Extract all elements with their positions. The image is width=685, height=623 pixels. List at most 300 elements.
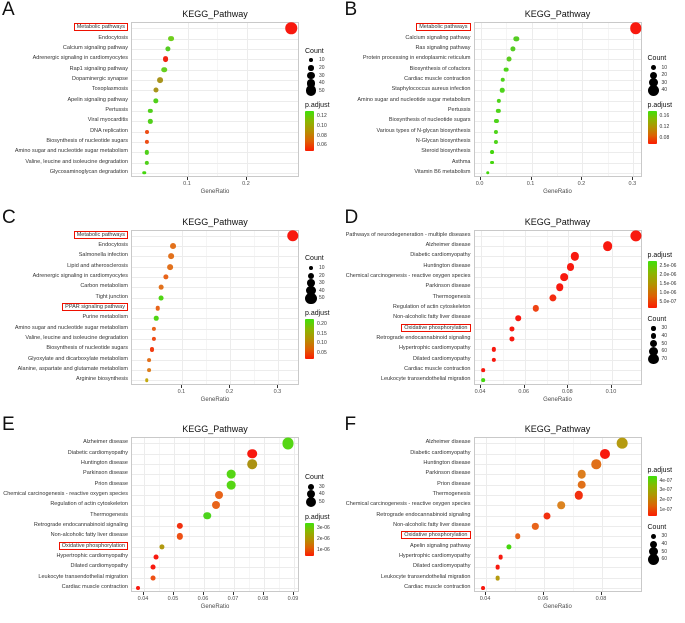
- gridline-horizontal: [132, 132, 298, 133]
- chart-title: KEGG_Pathway: [524, 9, 591, 19]
- gridline-horizontal: [475, 142, 641, 143]
- pathway-label: Non-alcoholic fatty liver disease: [393, 314, 471, 321]
- pathway-label: Valine, leucine and isoleucine degradation: [25, 158, 128, 165]
- chart-title: KEGG_Pathway: [182, 9, 248, 19]
- data-dot: [152, 337, 156, 341]
- data-dot: [152, 327, 156, 331]
- legend-count-value: 10: [661, 64, 668, 71]
- data-dot: [577, 470, 586, 479]
- pathway-label: [59, 542, 128, 550]
- pathway-label: Lipid and atherosclerosis: [67, 262, 128, 269]
- data-dot: [543, 512, 550, 519]
- x-tick-label: 0.3: [628, 181, 637, 187]
- legend-padjust-value: 0.10: [317, 123, 327, 130]
- panel-letter: F: [344, 414, 357, 436]
- x-tick-mark: [601, 592, 602, 595]
- data-dot: [145, 160, 149, 164]
- x-axis-label: GeneRatio: [543, 604, 572, 611]
- x-tick-label: 0.06: [197, 596, 209, 603]
- gridline-horizontal: [132, 39, 298, 40]
- gridline-horizontal: [475, 152, 641, 153]
- data-dot: [495, 575, 500, 580]
- data-dot: [603, 241, 613, 251]
- legend-dot-box: [305, 484, 317, 490]
- legend-gradient-row: [648, 111, 673, 144]
- data-dot: [247, 449, 257, 459]
- pathway-label: Hypertrophic cardiomyopathy: [56, 553, 128, 560]
- data-dot: [495, 565, 500, 570]
- pathway-label: Rap1 signaling pathway: [69, 65, 128, 72]
- data-dot: [170, 243, 176, 249]
- data-dot: [498, 555, 503, 560]
- pathway-label: Parkinson disease: [425, 283, 471, 290]
- panel-letter: D: [344, 206, 359, 228]
- legend-count-value: 40: [319, 287, 325, 294]
- legend-dot-box: [305, 497, 317, 508]
- pathway-label: Viral myocarditis: [87, 117, 128, 124]
- legend-gradient-row: [648, 261, 677, 308]
- legend-count-item: [305, 272, 330, 280]
- x-tick-mark: [485, 592, 486, 595]
- gridline-horizontal: [475, 39, 641, 40]
- gridline-horizontal: [475, 28, 641, 29]
- x-tick-label: 0.2: [242, 181, 250, 187]
- gridline-horizontal: [475, 121, 641, 122]
- gridline-horizontal: [475, 339, 641, 340]
- data-dot: [591, 459, 600, 468]
- x-tick-label: 0.2: [577, 181, 586, 187]
- legend-padjust-value: 0.10: [317, 340, 327, 347]
- legend: [305, 437, 330, 592]
- gridline-horizontal: [475, 526, 641, 527]
- x-tick-mark: [611, 385, 612, 388]
- legend-padjust-values: [317, 523, 330, 556]
- pathway-label: Thermogenesis: [90, 511, 128, 518]
- pathway-label: Endocytosis: [98, 34, 128, 41]
- pathway-label: Calcium signaling pathway: [62, 44, 128, 51]
- data-dot: [532, 305, 538, 311]
- panel-letter: B: [344, 0, 358, 20]
- pathway-label: Thermogenesis: [432, 491, 471, 498]
- pathway-label: Prion disease: [94, 480, 128, 487]
- gridline-horizontal: [132, 152, 298, 153]
- data-dot: [159, 285, 164, 290]
- pathway-label: [401, 531, 470, 539]
- gridline-horizontal: [475, 329, 641, 330]
- gridline-horizontal: [132, 246, 298, 247]
- legend-padjust: [305, 310, 330, 359]
- chart-title: KEGG_Pathway: [182, 424, 248, 435]
- gridline-horizontal: [475, 454, 641, 455]
- data-dot: [156, 306, 161, 311]
- legend-count-dot: [305, 293, 316, 304]
- gridline-horizontal: [475, 256, 641, 257]
- gridline-horizontal: [132, 454, 298, 455]
- data-dot: [492, 358, 496, 362]
- gridline-horizontal: [475, 380, 641, 381]
- data-dot: [145, 379, 149, 383]
- x-tick-mark: [543, 592, 544, 595]
- legend-padjust-values: [660, 261, 677, 308]
- data-dot: [494, 129, 498, 133]
- pathway-label: Leukocyte transendothelial migration: [380, 573, 471, 580]
- legend-padjust-value: 1e-06: [317, 546, 330, 553]
- pathway-label: [401, 324, 470, 332]
- legend-count-value: 50: [319, 87, 325, 94]
- legend-count: [305, 255, 330, 302]
- gridline-horizontal: [132, 380, 298, 381]
- legend-count-item: [648, 325, 677, 333]
- pathway-label: Carbon metabolism: [80, 283, 128, 290]
- pathway-label: Huntington disease: [80, 460, 128, 467]
- panel-d: [343, 208, 685, 416]
- gridline-horizontal: [475, 370, 641, 371]
- gridline-horizontal: [475, 349, 641, 350]
- pathway-label: Steroid biosynthesis: [421, 148, 471, 155]
- legend-count-value: 20: [319, 64, 325, 71]
- data-dot: [490, 161, 494, 165]
- pathway-label: Hypertrophic cardiomyopathy: [398, 553, 471, 560]
- legend-count: [305, 474, 330, 506]
- legend-count-item: [305, 295, 330, 303]
- data-dot: [282, 438, 293, 449]
- x-tick-mark: [181, 385, 182, 388]
- legend-count-dot: [308, 273, 314, 279]
- legend-padjust-value: 5.0e-07: [659, 298, 677, 305]
- pathway-label: Adrenergic signaling in cardiomyocytes: [32, 55, 128, 62]
- data-dot: [151, 575, 156, 580]
- legend-padjust-value: 0.08: [317, 132, 327, 139]
- legend-count-value: 60: [661, 556, 668, 563]
- pathway-label: Cardiac muscle contraction: [404, 584, 471, 591]
- legend-padjust-value: 2.5e-06: [659, 262, 677, 269]
- legend-padjust-value: 2e-06: [317, 535, 330, 542]
- x-tick-mark: [233, 592, 234, 595]
- data-dot: [575, 491, 583, 499]
- legend-count-title: Count: [305, 47, 324, 55]
- data-dot: [163, 56, 169, 62]
- legend-padjust-value: 4e-07: [659, 477, 673, 484]
- x-tick-mark: [632, 177, 633, 180]
- legend-padjust-values: [660, 476, 673, 516]
- pathway-label: Prion disease: [437, 480, 471, 487]
- panel-b: [343, 0, 685, 208]
- pathway-label: Cardiac muscle contraction: [404, 75, 471, 82]
- legend-padjust-value: 0.12: [659, 124, 670, 131]
- pathway-label: Tight junction: [95, 293, 128, 300]
- legend-dot-box: [305, 293, 317, 304]
- panel-f: [343, 415, 685, 623]
- legend-count-value: 40: [661, 541, 668, 548]
- legend-count-dot: [651, 326, 655, 330]
- pathway-label: Alzheimer disease: [425, 439, 471, 446]
- legend-padjust: [648, 467, 673, 516]
- pathway-label: Ras signaling pathway: [415, 44, 471, 51]
- pathway-label: N-Glycan biosynthesis: [415, 137, 471, 144]
- legend-count-value: 50: [319, 498, 325, 505]
- pathway-label: Valine, leucine and isoleucine degradation: [25, 335, 128, 342]
- x-tick-label: 0.3: [273, 388, 282, 395]
- gridline-horizontal: [475, 277, 641, 278]
- data-dot: [163, 275, 168, 280]
- pathway-label: Purine metabolism: [82, 314, 128, 321]
- data-dot: [136, 586, 140, 590]
- pathway-label: Pathways of neurodegeneration - multiple diseases: [345, 231, 471, 238]
- pathway-label: Chemical carcinogenesis - reactive oxygen species: [345, 273, 471, 280]
- gridline-horizontal: [132, 173, 298, 174]
- x-axis-label: GeneRatio: [200, 189, 230, 195]
- pathway-label: Diabetic cardiomyopathy: [410, 252, 471, 259]
- data-dot: [560, 273, 568, 281]
- pathway-label: DNA replication: [90, 127, 128, 134]
- data-dot: [500, 88, 505, 93]
- highlight-box: Metabolic pathways: [74, 23, 128, 31]
- gridline-horizontal: [475, 588, 641, 589]
- data-dot: [567, 263, 575, 271]
- legend-count-item: [648, 87, 673, 95]
- data-dot: [203, 512, 211, 520]
- x-tick-mark: [581, 177, 582, 180]
- legend-dot-box: [648, 326, 660, 330]
- data-dot: [153, 98, 158, 103]
- legend-count-value: 30: [319, 72, 325, 79]
- legend-count-item: [305, 264, 330, 272]
- plot-area: [474, 437, 642, 592]
- data-dot: [630, 22, 642, 34]
- legend-count-dot: [648, 354, 659, 365]
- pathway-label: Arginine biosynthesis: [76, 376, 128, 383]
- data-dot: [509, 326, 514, 331]
- legend-padjust-title: p.adjust: [647, 251, 673, 259]
- legend-padjust: [648, 252, 677, 308]
- highlight-box: Metabolic pathways: [74, 231, 128, 239]
- x-tick-label: 0.1: [183, 181, 191, 187]
- x-tick-label: 0.1: [526, 181, 535, 187]
- data-dot: [150, 347, 154, 351]
- legend-padjust-value: 1e-07: [659, 506, 673, 513]
- legend-gradient-row: [648, 476, 673, 516]
- pathway-label: Retrograde endocannabinoid signaling: [376, 335, 471, 342]
- data-dot: [486, 171, 490, 175]
- legend-gradient-bar: [648, 111, 657, 144]
- gridline-horizontal: [475, 495, 641, 496]
- gridline-horizontal: [132, 536, 298, 537]
- legend-count-title: Count: [305, 255, 324, 263]
- pathway-label: Chemical carcinogenesis - reactive oxygen species: [3, 491, 128, 498]
- x-tick-label: 0.06: [537, 596, 549, 603]
- plot-area: [131, 437, 299, 592]
- plot-area: [474, 230, 642, 385]
- data-dot: [507, 544, 512, 549]
- data-dot: [165, 46, 170, 51]
- gridline-horizontal: [132, 349, 298, 350]
- legend-count-dot: [651, 333, 657, 339]
- pathway-label: Dopaminergic synapse: [72, 75, 128, 82]
- data-dot: [490, 150, 494, 154]
- legend-count-value: 50: [661, 548, 668, 555]
- pathway-label: Diabetic cardiomyopathy: [67, 449, 128, 456]
- highlight-box: Oxidative phosphorylation: [401, 324, 470, 332]
- data-dot: [494, 119, 498, 123]
- chart-title: KEGG_Pathway: [524, 216, 591, 227]
- gridline-horizontal: [132, 111, 298, 112]
- data-dot: [177, 523, 183, 529]
- data-dot: [148, 109, 152, 113]
- pathway-label: [416, 23, 470, 31]
- legend-count-dot: [309, 58, 313, 62]
- legend-padjust-value: 0.16: [659, 113, 670, 120]
- data-dot: [532, 523, 538, 529]
- gridline-horizontal: [475, 516, 641, 517]
- x-axis-label: GeneRatio: [200, 396, 230, 403]
- legend-count-title: Count: [647, 523, 667, 531]
- x-tick-mark: [293, 592, 294, 595]
- gridline-horizontal: [132, 526, 298, 527]
- legend-count-item: [305, 498, 330, 506]
- data-dot: [600, 449, 610, 459]
- legend: [648, 230, 677, 385]
- legend-count-dot: [308, 484, 314, 490]
- x-tick-mark: [173, 592, 174, 595]
- pathway-label: Parkinson disease: [425, 470, 471, 477]
- legend-count-dot: [308, 65, 314, 71]
- legend-count-item: [305, 87, 330, 95]
- panel-c: [0, 208, 343, 416]
- data-dot: [145, 130, 149, 134]
- legend-count-value: 10: [319, 264, 325, 271]
- legend-padjust-value: 0.12: [317, 113, 327, 120]
- pathway-label: Biosynthesis of nucleotide sugars: [46, 345, 128, 352]
- legend-dot-box: [305, 65, 317, 71]
- x-tick-label: 0.10: [605, 388, 617, 395]
- gridline-horizontal: [475, 464, 641, 465]
- gridline-horizontal: [132, 267, 298, 268]
- legend-count: [648, 524, 673, 563]
- pathway-label: Cardiac muscle contraction: [404, 366, 471, 373]
- pathway-label: Endocytosis: [98, 242, 128, 249]
- pathway-label: Non-alcoholic fatty liver disease: [50, 532, 128, 539]
- pathway-label: Regulation of actin cytoskeleton: [50, 501, 128, 508]
- legend-count-value: 20: [661, 72, 668, 79]
- gridline-horizontal: [132, 256, 298, 257]
- data-dot: [515, 534, 521, 540]
- pathway-label: Toxoplasmosis: [91, 86, 128, 93]
- legend-count-value: 50: [661, 340, 668, 347]
- legend-padjust-value: 0.05: [317, 350, 327, 357]
- legend-count-item: [648, 332, 677, 340]
- legend-count-item: [305, 64, 330, 72]
- gridline-horizontal: [132, 59, 298, 60]
- pathway-label: Cardiac muscle contraction: [61, 584, 128, 591]
- gridline-horizontal: [132, 578, 298, 579]
- legend-count-title: Count: [647, 54, 667, 62]
- x-tick-mark: [263, 592, 264, 595]
- legend-count-value: 40: [661, 87, 668, 94]
- data-dot: [215, 491, 223, 499]
- legend-count-value: 30: [661, 325, 668, 332]
- data-dot: [147, 368, 151, 372]
- data-dot: [154, 316, 159, 321]
- data-dot: [494, 140, 498, 144]
- legend-count-dot: [648, 85, 659, 96]
- data-dot: [287, 230, 299, 242]
- legend-count-item: [305, 57, 330, 65]
- legend-gradient-bar: [305, 111, 314, 151]
- pathway-label: Adrenergic signaling in cardiomyocytes: [32, 273, 128, 280]
- pathway-label: Thermogenesis: [432, 293, 471, 300]
- x-tick-mark: [567, 385, 568, 388]
- data-dot: [153, 88, 158, 93]
- data-dot: [145, 150, 149, 154]
- x-tick-mark: [480, 177, 481, 180]
- x-tick-label: 0.08: [595, 596, 607, 603]
- x-tick-label: 0.04: [479, 596, 491, 603]
- gridline-horizontal: [132, 142, 298, 143]
- data-dot: [147, 358, 151, 362]
- pathway-label: Pertussis: [105, 106, 128, 113]
- gridline-horizontal: [132, 516, 298, 517]
- x-tick-mark: [524, 385, 525, 388]
- data-dot: [577, 481, 586, 490]
- data-dot: [514, 36, 519, 41]
- data-dot: [481, 379, 485, 383]
- data-dot: [285, 22, 297, 34]
- gridline-horizontal: [132, 121, 298, 122]
- legend-gradient-bar: [648, 476, 657, 516]
- pathway-label: [74, 231, 128, 239]
- data-dot: [227, 480, 236, 489]
- legend-dot-box: [648, 85, 660, 96]
- data-dot: [500, 78, 505, 83]
- x-tick-label: 0.04: [137, 596, 149, 603]
- legend: [648, 22, 673, 177]
- data-dot: [556, 284, 564, 292]
- legend-padjust-value: 3e-06: [317, 524, 330, 531]
- gridline-horizontal: [132, 370, 298, 371]
- legend-count-dot: [651, 534, 656, 539]
- legend-count: [648, 316, 677, 363]
- data-dot: [617, 438, 628, 449]
- legend-count-value: 30: [661, 533, 668, 540]
- data-dot: [571, 252, 579, 260]
- x-tick-label: 0.1: [177, 388, 186, 395]
- legend-count-value: 30: [319, 483, 325, 490]
- plot-area: [131, 230, 299, 385]
- pathway-label: Dilated cardiomyopathy: [413, 563, 471, 570]
- data-dot: [162, 67, 168, 73]
- legend-padjust-title: p.adjust: [647, 466, 673, 474]
- panel-letter: C: [2, 206, 16, 228]
- data-dot: [492, 347, 496, 351]
- pathway-label: Biosynthesis of nucleotide sugars: [388, 117, 471, 124]
- legend-dot-box: [648, 534, 660, 539]
- legend-count-dot: [306, 497, 317, 508]
- pathway-label: Amino sugar and nucleotide sugar metabolism: [357, 96, 471, 103]
- gridline-horizontal: [475, 70, 641, 71]
- legend-padjust-value: 3e-07: [659, 487, 673, 494]
- data-dot: [168, 254, 174, 260]
- legend-dot-box: [648, 354, 660, 365]
- pathway-label: Asthma: [451, 158, 471, 165]
- panel-letter: E: [2, 414, 15, 436]
- legend-count-dot: [648, 554, 659, 565]
- gridline-horizontal: [132, 474, 298, 475]
- highlight-box: Metabolic pathways: [416, 23, 470, 31]
- legend-count-item: [648, 64, 673, 72]
- highlight-box: Oxidative phosphorylation: [401, 531, 470, 539]
- pathway-label: Parkinson disease: [83, 470, 128, 477]
- gridline-horizontal: [132, 277, 298, 278]
